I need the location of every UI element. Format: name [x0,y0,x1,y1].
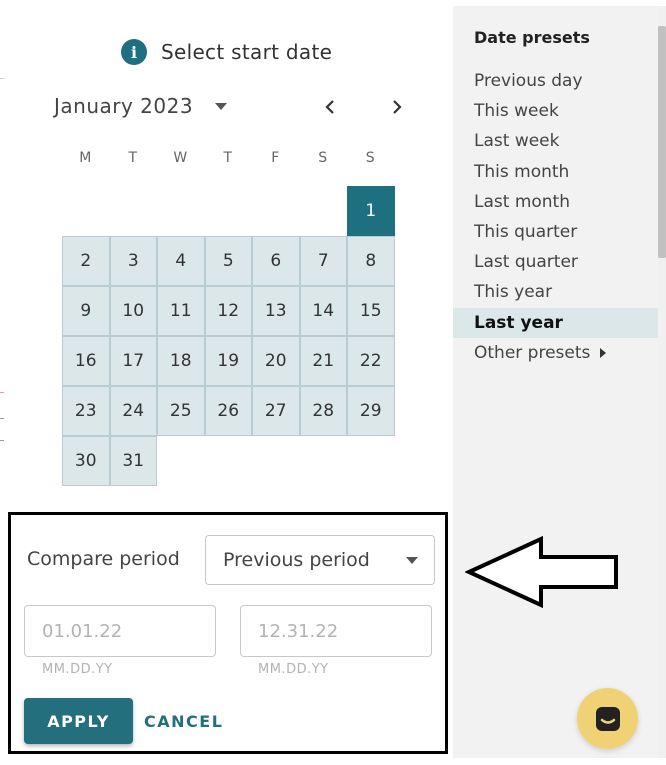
calendar-day[interactable]: 15 [347,286,395,336]
scrollbar-thumb[interactable] [658,26,666,258]
caret-down-icon [215,103,227,110]
background-divider [0,78,4,79]
presets-list [453,66,658,368]
scrollbar[interactable] [658,6,666,758]
preset-item[interactable]: This year [474,282,553,303]
calendar-day[interactable]: 22 [347,336,395,386]
other-presets-item[interactable] [453,338,658,368]
calendar-day[interactable]: 29 [347,386,395,436]
weekday-label: T [223,150,234,166]
calendar-empty-cell [62,186,110,236]
calendar-day[interactable]: 12 [205,286,253,336]
calendar-day[interactable]: 30 [62,436,110,486]
chevron-left-icon [324,99,336,115]
weekday-header [62,150,396,166]
compare-start-date-input[interactable] [24,605,216,657]
preset-item-active[interactable]: Last year [453,308,658,338]
calendar-day-selected[interactable]: 1 [347,186,395,236]
caret-down-icon [406,557,418,564]
weekday-label: F [271,150,281,166]
background-divider [0,440,4,441]
compare-period-select[interactable] [205,535,435,585]
calendar-day[interactable]: 20 [252,336,300,386]
compare-end-date-input[interactable] [240,605,432,657]
preset-item[interactable]: Last quarter [474,252,578,273]
calendar-day[interactable]: 10 [110,286,158,336]
calendar-day[interactable]: 8 [347,236,395,286]
calendar-empty-cell [110,186,158,236]
calendar-day[interactable]: 6 [252,236,300,286]
calendar-day[interactable]: 31 [110,436,158,486]
compare-period-label: Compare period [27,548,180,570]
calendar-day[interactable]: 24 [110,386,158,436]
end-date-format-hint: MM.DD.YY [258,662,329,677]
calendar-day[interactable]: 3 [110,236,158,286]
month-select[interactable] [54,94,227,118]
calendar-day[interactable]: 21 [300,336,348,386]
calendar-day[interactable]: 13 [252,286,300,336]
compare-period-section [8,512,448,754]
calendar-empty-cell [157,186,205,236]
preset-item[interactable]: Previous day [474,71,583,91]
calendar-day[interactable]: 2 [62,236,110,286]
caret-right-icon [600,348,606,358]
annotation-arrow-icon [465,535,621,609]
calendar-days-grid [62,186,396,486]
date-presets-panel [453,6,658,758]
calendar-day[interactable]: 18 [157,336,205,386]
preset-item[interactable]: This month [474,161,570,182]
calendar-empty-cell [300,186,348,236]
header-title: Select start date [161,40,333,64]
calendar-day[interactable]: 11 [157,286,205,336]
preset-item[interactable]: Last week [474,131,560,152]
chat-icon [593,704,623,734]
presets-title: Date presets [474,28,590,47]
weekday-label: W [173,150,189,166]
calendar-day[interactable]: 4 [157,236,205,286]
calendar-day[interactable]: 28 [300,386,348,436]
calendar-day[interactable]: 25 [157,386,205,436]
calendar-day[interactable]: 17 [110,336,158,386]
background-divider [0,392,4,393]
calendar-day[interactable]: 7 [300,236,348,286]
cancel-button[interactable]: CANCEL [144,698,223,744]
calendar-day[interactable]: 26 [205,386,253,436]
calendar-day[interactable]: 27 [252,386,300,436]
calendar-day[interactable]: 9 [62,286,110,336]
previous-month-button[interactable] [317,94,343,120]
calendar-empty-cell [205,186,253,236]
calendar-empty-cell [252,186,300,236]
chevron-right-icon [391,99,403,115]
preset-item[interactable]: This quarter [474,221,578,242]
calendar-day[interactable]: 19 [205,336,253,386]
preset-item[interactable]: Last month [474,191,570,212]
weekday-label: M [79,150,93,166]
preset-item[interactable]: This week [474,101,559,122]
calendar-day[interactable]: 16 [62,336,110,386]
other-presets-label: Other presets [474,342,591,363]
calendar-day[interactable]: 14 [300,286,348,336]
compare-period-value: Previous period [223,549,370,571]
next-month-button[interactable] [384,94,410,120]
calendar-day[interactable]: 23 [62,386,110,436]
date-picker-header [121,38,332,66]
chat-launcher-button[interactable] [577,688,638,749]
info-icon: i [121,39,147,65]
apply-button[interactable]: APPLY [24,698,133,744]
weekday-label: T [128,150,139,166]
background-divider [0,418,4,419]
month-label: January 2023 [54,94,194,118]
weekday-label: S [365,150,376,166]
calendar-day[interactable]: 5 [205,236,253,286]
weekday-label: S [318,150,329,166]
start-date-format-hint: MM.DD.YY [42,662,113,677]
